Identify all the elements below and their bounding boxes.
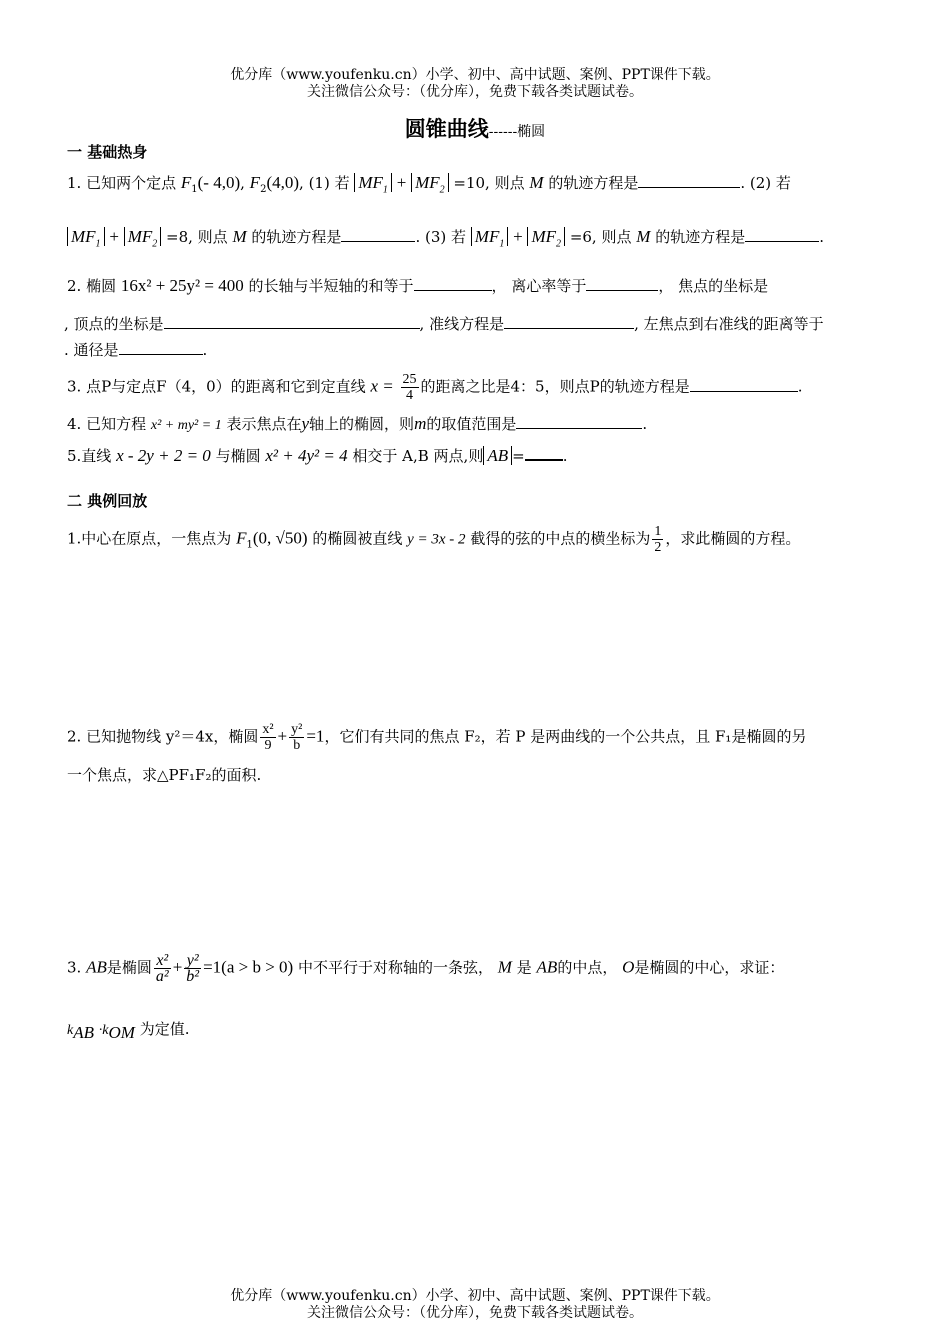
e3-fraction-2: $\frac{\text{y²}}{\text{b²}}$ xyxy=(186,952,200,985)
q1-m-2: M xyxy=(232,227,247,246)
q4-text-b: 表示焦点在 xyxy=(226,415,302,433)
q3-text-a: 3. 点P与定点F（4，0）的距离和它到定直线 xyxy=(67,377,366,396)
q1-f1-value: (- 4,0) xyxy=(197,173,241,192)
q3-text-b: 的距离之比是4：5，则点P的轨迹方程是 xyxy=(420,377,690,396)
q2-text-d: ， 焦点的坐标是 xyxy=(658,277,769,295)
q3-x: x = xyxy=(370,376,394,396)
e1-text-c: 截得的弦的中点的横坐标为 xyxy=(470,529,651,548)
header-line-2: 关注微信公众号：（优分库），免费下载各类试题试卷。 xyxy=(307,84,643,100)
q4-equation: x² + my² = 1 xyxy=(150,418,222,433)
q5-text-a: 5.直线 xyxy=(67,447,112,465)
q1-blank-1[interactable] xyxy=(638,173,740,188)
e3-text-g: 为定值. xyxy=(139,1020,190,1038)
q5-line-eq: x - 2y + 2 = 0 xyxy=(116,446,211,465)
q4-line: 4. 已知方程 x² + my² = 1 表示焦点在y轴上的椭圆，则m的取值范围是 . xyxy=(67,414,648,433)
q1-abs-mf2-b: $MF_2$ xyxy=(124,227,162,246)
q1-f1: F xyxy=(180,173,192,192)
example-3-line-1: 3. AB是椭圆 $\frac{\text{x²}}{\text{a²}}$ + $\frac{\text{y²}}{\text{b²}}$ =1(a > b > 0) 中不平行于对称轴的一条弦， M 是 AB的中点， O是椭圆的中心，求证： xyxy=(67,952,785,985)
q5-text-b: 与椭圆 xyxy=(215,447,261,465)
q2-blank-5[interactable] xyxy=(119,340,203,355)
q1-m-3: M xyxy=(636,227,651,246)
q1-eq8: =8, 则点 xyxy=(166,228,228,246)
example-2-line-1: 2. 已知抛物线 y²＝4x，椭圆 $\frac{\text{x²}}{9}$ + $\frac{\text{y²}}{b}$ =1，它们有共同的焦点 F₂，若 P 是两曲线的一个公共点，且 F₁是椭圆的另 xyxy=(67,722,807,753)
q3-blank[interactable] xyxy=(690,377,798,392)
q2-blank-4[interactable] xyxy=(504,314,634,329)
q1-abs-mf2: $MF_2$ xyxy=(411,173,449,192)
title-main: 圆锥曲线 xyxy=(404,116,489,141)
q1-blank-2[interactable] xyxy=(341,227,415,242)
e1-text-a: 1.中心在原点，一焦点为 xyxy=(67,529,232,548)
q2-equation: 16x² + 25y² = 400 xyxy=(120,276,244,295)
q4-blank[interactable] xyxy=(516,414,642,429)
q1-abs-mf1: $MF_1$ xyxy=(354,173,392,192)
q1-abs-mf1-b: $MF_1$ xyxy=(67,227,105,246)
q3-line: 3. 点P与定点F（4，0）的距离和它到定直线 x = $\frac{25}{4}$ 的距离之比是4：5，则点P的轨迹方程是 . xyxy=(67,372,803,403)
e2-fraction-1: $\frac{\text{x²}}{9}$ xyxy=(262,722,274,753)
e3-text-c: 中不平行于对称轴的一条弦， xyxy=(298,958,494,977)
e3-fraction-1: $\frac{\text{x²}}{\text{a²}}$ xyxy=(155,952,169,985)
q1-abs-mf1-c: $MF_1$ xyxy=(471,227,509,246)
q1-blank-3[interactable] xyxy=(745,227,819,242)
q1-m-1: M xyxy=(529,173,544,192)
q2-text-h: . 通径是 xyxy=(64,341,119,359)
q2-line-2 xyxy=(64,313,824,335)
e3-m: M xyxy=(497,957,512,977)
q4-text-c: 轴上的椭圆，则 xyxy=(309,415,415,433)
q2-line-3: . 通径是 . xyxy=(64,341,208,359)
title-sub: ------椭圆 xyxy=(488,124,546,140)
example-1-line: 1.中心在原点，一焦点为 $F_1(0$, √50) 的椭圆被直线 y = 3x - 2 截得的弦的中点的横坐标为 $\frac{1}{2}$ ，求此椭圆的方程。 xyxy=(67,524,801,555)
section-1-heading: 一 基础热身 xyxy=(67,143,148,161)
q1-line-1: 1. 已知两个定点 $F_1(-$ 4,0), $F_2(4,0)$, (1) 若 $MF_1 + MF_2 =10$, 则点 M 的轨迹方程是 . (2) 若 xyxy=(67,173,791,196)
e1-f-value: (0, √50) xyxy=(252,528,308,548)
e3-condition: =1(a > b > 0) xyxy=(203,957,294,977)
q1-f2: F xyxy=(249,173,261,192)
q2-text-f: , 准线方程是 xyxy=(419,315,505,333)
e3-text-b: 是椭圆 xyxy=(106,958,152,977)
e3-text-d: 是 xyxy=(516,958,532,977)
q1-trajectory-1: 的轨迹方程是 xyxy=(548,174,639,192)
footer-line-1: 优分库（www.youfenku.cn）小学、初中、高中试题、案例、PPT课件下载。 xyxy=(230,1288,720,1304)
e3-text-a: 3. xyxy=(67,958,82,977)
e3-text-e: 的中点， xyxy=(557,958,618,977)
q2-text-g: , 左焦点到右准线的距离等于 xyxy=(634,315,824,333)
q2-text-a: 2. 椭圆 xyxy=(67,277,117,295)
section-2-heading: 二 典例回放 xyxy=(67,492,148,510)
e3-o: O xyxy=(622,957,635,977)
q2-text-e: , 顶点的坐标是 xyxy=(64,315,164,333)
e1-f: F xyxy=(236,528,247,548)
q1-part-2: . (2) 若 xyxy=(740,174,791,192)
q4-text-a: 4. 已知方程 xyxy=(67,415,147,433)
q1-part-1: (1) 若 xyxy=(308,174,350,192)
e1-text-d: ，求此椭圆的方程。 xyxy=(665,529,801,548)
q4-m: m xyxy=(414,414,427,433)
q5-blank[interactable] xyxy=(525,445,563,461)
example-3-line-2: $k_{AB} \cdot k_{OM}$ 为定值. xyxy=(67,1020,190,1042)
q3-fraction: $\frac{25}{4}$ xyxy=(402,372,417,403)
q2-text-c: ， 离心率等于 xyxy=(491,277,587,295)
q1-eq6: =6, 则点 xyxy=(569,228,632,246)
q4-y: y xyxy=(301,414,310,433)
q4-text-d: 的取值范围是 xyxy=(426,415,517,433)
q2-text-b: 的长轴与半短轴的和等于 xyxy=(248,277,414,295)
q1-trajectory-2: 的轨迹方程是 xyxy=(251,228,342,246)
footer-line-2: 关注微信公众号：（优分库），免费下载各类试题试卷。 xyxy=(307,1305,643,1321)
e1-line-eq: y = 3x - 2 xyxy=(407,531,466,548)
e2-text-a: 2. 已知抛物线 y²＝4x，椭圆 xyxy=(67,727,259,746)
q5-line: 5.直线 x - 2y + 2 = 0 与椭圆 x² + 4y² = 4 相交于 A,B 两点,则 AB = . xyxy=(67,446,568,465)
q5-text-c: 相交于 A,B 两点,则 xyxy=(352,447,484,465)
q1-text-a: 1. 已知两个定点 xyxy=(67,174,177,192)
e2-fraction-2: $\frac{\text{y²}}{b}$ xyxy=(291,722,303,753)
q2-line-1 xyxy=(67,275,768,297)
e2-text-b: ，它们有共同的焦点 F₂，若 P 是两曲线的一个公共点，且 F₁是椭圆的另 xyxy=(324,727,807,746)
header-line-1: 优分库（www.youfenku.cn）小学、初中、高中试题、案例、PPT课件下载。 xyxy=(230,67,720,83)
q1-part-3: . (3) 若 xyxy=(415,228,466,246)
example-2-line-2: 一个焦点，求△PF₁F₂的面积. xyxy=(67,766,262,784)
e3-ab: AB xyxy=(86,957,107,977)
q5-ellipse-eq: x² + 4y² = 4 xyxy=(265,446,348,465)
e3-ab-2: AB xyxy=(536,957,558,977)
e3-text-f: 是椭圆的中心，求证： xyxy=(634,958,785,977)
e1-text-b: 的椭圆被直线 xyxy=(312,529,403,548)
q1-abs-mf2-c: $MF_2$ xyxy=(527,227,565,246)
q1-f2-value: (4,0) xyxy=(266,173,300,192)
q2-blank-1[interactable] xyxy=(414,276,492,291)
q1-trajectory-3: 的轨迹方程是 xyxy=(655,228,746,246)
q2-blank-2[interactable] xyxy=(586,276,658,291)
e1-fraction: $\frac{1}{2}$ xyxy=(654,524,662,555)
q1-line-2: $MF_1 + MF_2 =8$, 则点 M 的轨迹方程是 . (3) 若 $MF_1 + MF_2 =6$, 则点 M 的轨迹方程是 . xyxy=(67,226,824,255)
page-title xyxy=(0,113,950,143)
q1-eq10: =10, 则点 xyxy=(453,174,525,192)
q5-abs-ab: AB xyxy=(483,446,512,465)
e3-k: k xyxy=(67,1023,74,1038)
q5-text-d: = xyxy=(512,447,525,465)
q2-blank-3[interactable] xyxy=(164,314,420,329)
